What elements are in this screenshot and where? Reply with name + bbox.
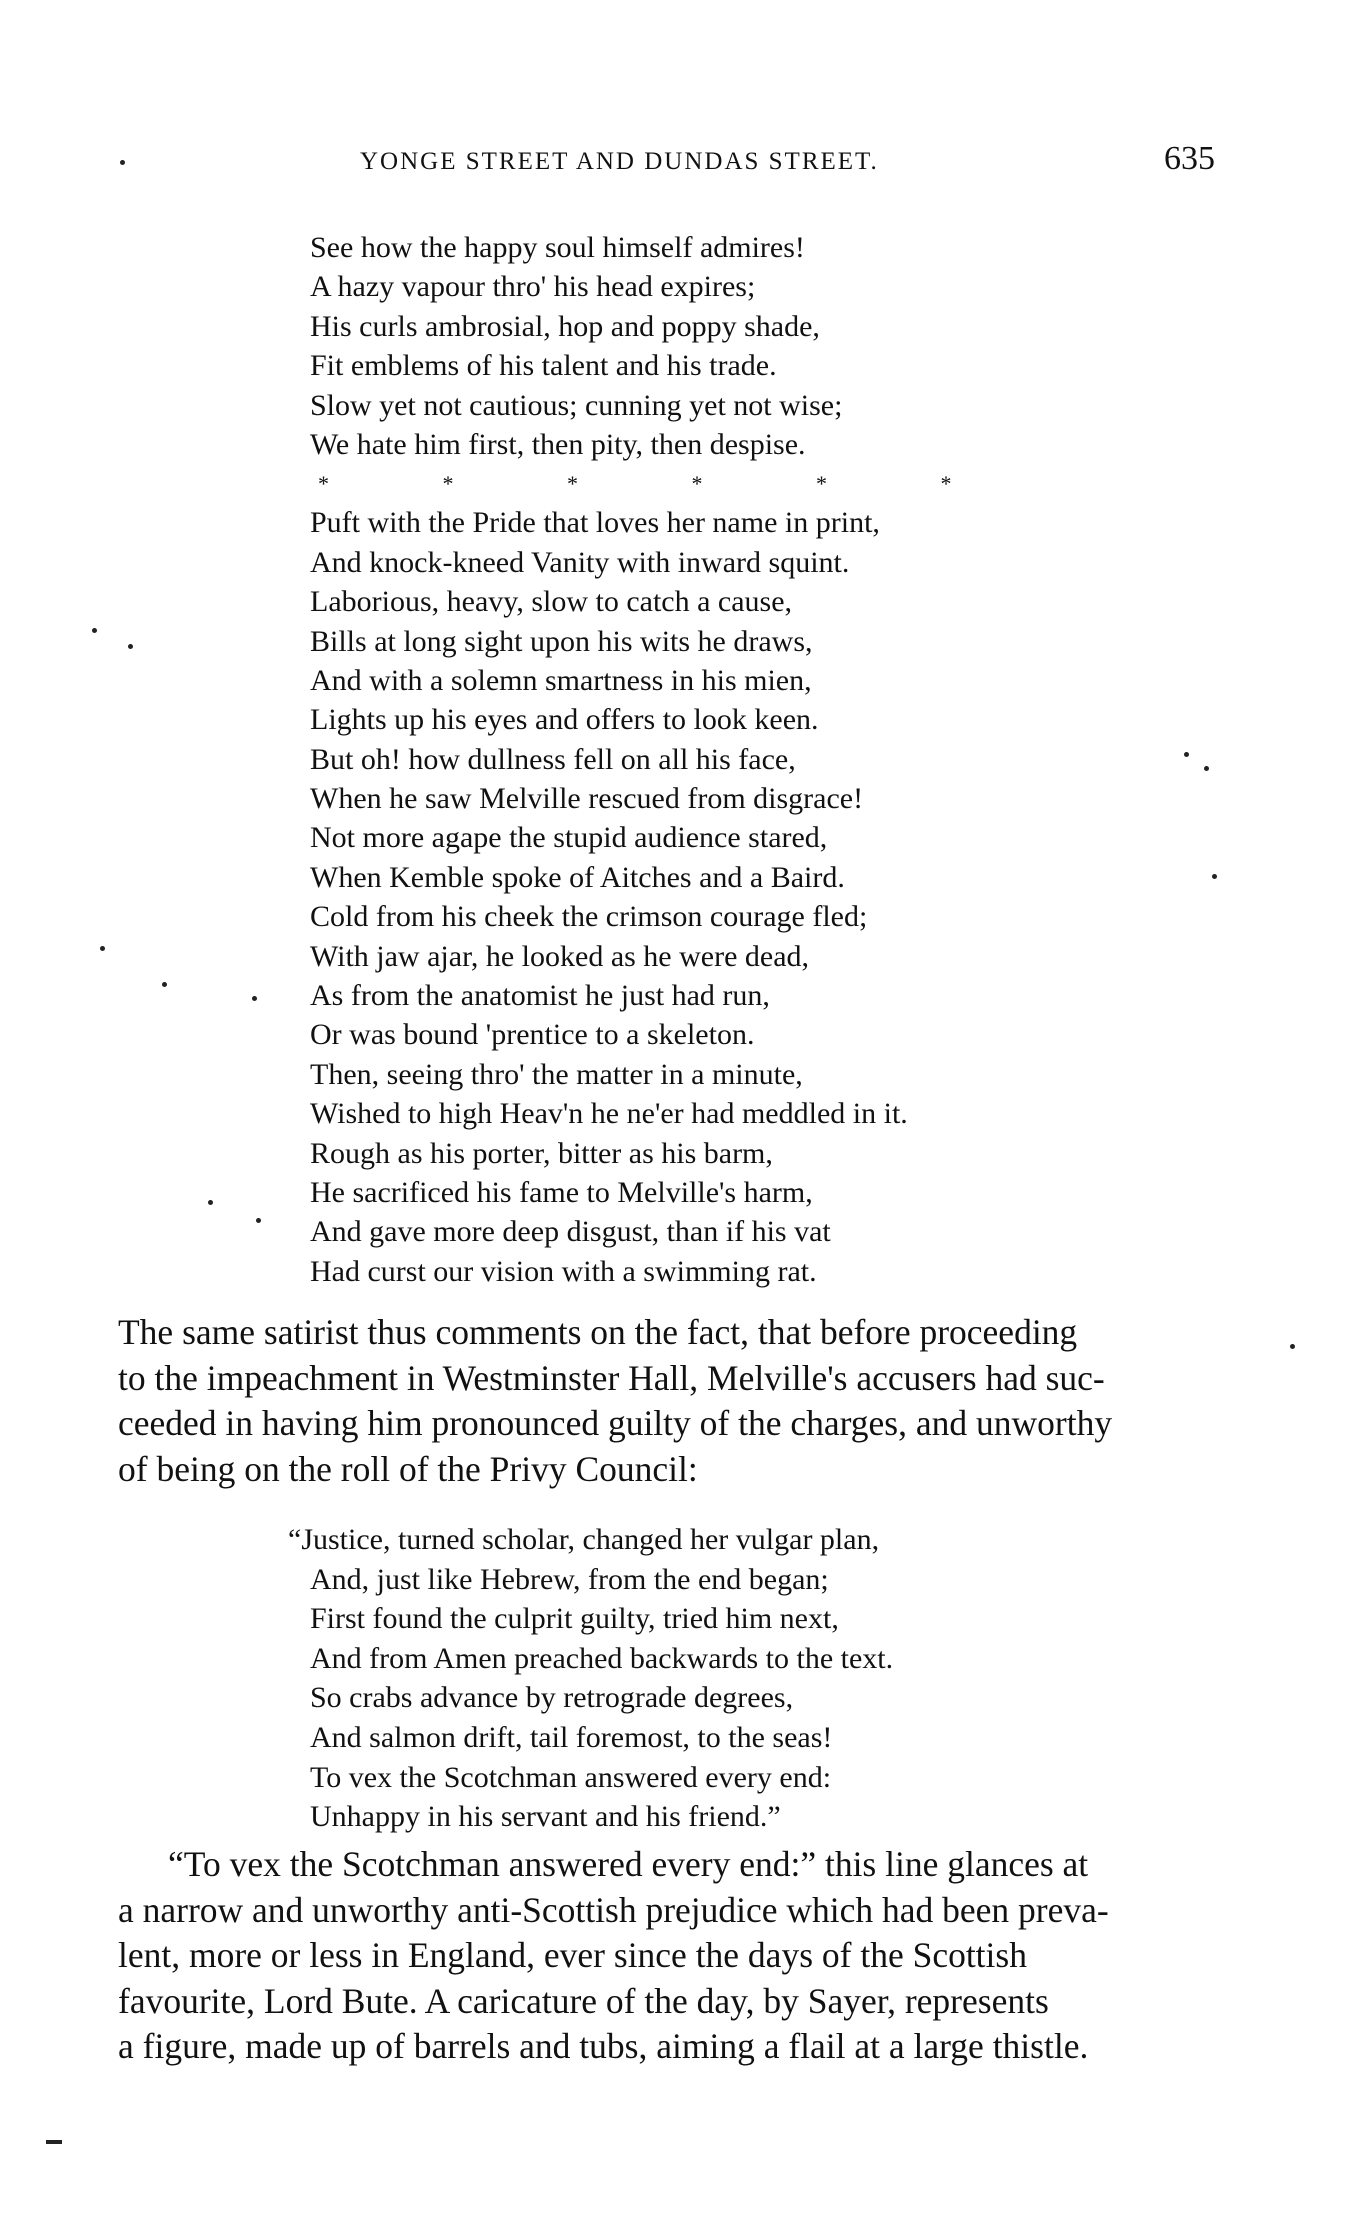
verse-line: Laborious, heavy, slow to catch a cause, bbox=[310, 585, 793, 619]
paragraph-1 bbox=[118, 1310, 1223, 1492]
verse-line: See how the happy soul himself admires! bbox=[310, 231, 805, 264]
verse-line: Then, seeing thro' the matter in a minute, bbox=[310, 1057, 803, 1091]
verse-line: Or was bound 'prentice to a skeleton. bbox=[310, 1018, 755, 1052]
scan-speck bbox=[162, 982, 167, 987]
verse-line: Not more agape the stupid audience stared, bbox=[310, 821, 828, 855]
verse-line: And salmon drift, tail foremost, to the seas! bbox=[310, 1720, 833, 1754]
prose-line: lent, more or less in England, ever since the days of the Scottish bbox=[118, 1935, 1027, 1975]
scan-speck bbox=[100, 946, 105, 951]
verse-line: “Justice, turned scholar, changed her vulgar plan, bbox=[288, 1523, 880, 1556]
verse-line: And with a solemn smartness in his mien, bbox=[310, 663, 812, 697]
verse-line: So crabs advance by retrograde degrees, bbox=[310, 1681, 794, 1715]
verse-line: We hate him first, then pity, then despise. bbox=[310, 427, 806, 461]
prose-line: ceeded in having him pronounced guilty of the charges, and unworthy bbox=[118, 1403, 1113, 1443]
scan-speck bbox=[256, 1218, 261, 1223]
scan-speck bbox=[1212, 874, 1217, 879]
prose-line: a narrow and unworthy anti-Scottish prejudice which had been preva- bbox=[118, 1889, 1109, 1930]
verse-line: And knock-kneed Vanity with inward squint. bbox=[310, 545, 850, 579]
verse-block-1 bbox=[310, 228, 1006, 1291]
verse-line: His curls ambrosial, hop and poppy shade, bbox=[310, 309, 820, 343]
verse-line: Slow yet not cautious; cunning yet not wise; bbox=[310, 388, 843, 422]
verse-line: Fit emblems of his talent and his trade. bbox=[310, 349, 777, 383]
verse-line: Wished to high Heav'n he ne'er had meddled in it. bbox=[310, 1097, 908, 1131]
page-number: 635 bbox=[1164, 140, 1215, 177]
scan-speck bbox=[128, 644, 133, 649]
prose-line: a figure, made up of barrels and tubs, aiming a flail at a large thistle. bbox=[118, 2026, 1089, 2066]
verse-line: Puft with the Pride that loves her name in print, bbox=[310, 506, 880, 540]
verse-line: Lights up his eyes and offers to look keen. bbox=[310, 703, 819, 737]
scan-speck bbox=[1290, 1344, 1295, 1349]
verse-line: He sacrificed his fame to Melville's harm, bbox=[310, 1175, 813, 1209]
running-title: YONGE STREET AND DUNDAS STREET. bbox=[360, 148, 879, 175]
scan-speck bbox=[252, 996, 257, 1001]
verse-block-2 bbox=[288, 1520, 893, 1837]
verse-line: With jaw ajar, he looked as he were dead, bbox=[310, 939, 810, 973]
scan-speck bbox=[208, 1200, 213, 1205]
asterism-separator: * * * * * * bbox=[318, 471, 1006, 497]
verse-line: To vex the Scotchman answered every end: bbox=[310, 1760, 832, 1794]
verse-line: When he saw Melville rescued from disgrace! bbox=[310, 782, 864, 816]
prose-line: “To vex the Scotchman answered every end:” this line glances at bbox=[168, 1844, 1089, 1884]
verse-line: And gave more deep disgust, than if his vat bbox=[310, 1215, 831, 1249]
prose-line: favourite, Lord Bute. A caricature of the day, by Sayer, represents bbox=[118, 1980, 1049, 2021]
verse-line: When Kemble spoke of Aitches and a Baird. bbox=[310, 860, 845, 894]
verse-line: Cold from his cheek the crimson courage fled; bbox=[310, 900, 868, 934]
prose-line: The same satirist thus comments on the fact, that before proceeding bbox=[118, 1312, 1078, 1352]
verse-line: As from the anatomist he just had run, bbox=[310, 979, 770, 1013]
verse-line: Bills at long sight upon his wits he draws, bbox=[310, 624, 813, 658]
scan-speck bbox=[1184, 752, 1189, 757]
verse-line: Unhappy in his servant and his friend.” bbox=[310, 1800, 781, 1834]
scan-speck bbox=[120, 160, 125, 165]
verse-line: Rough as his porter, bitter as his barm, bbox=[310, 1136, 773, 1170]
scan-speck bbox=[1204, 766, 1209, 771]
paragraph-2 bbox=[118, 1842, 1223, 2070]
verse-line: And, just like Hebrew, from the end began; bbox=[310, 1562, 829, 1596]
verse-line: And from Amen preached backwards to the text. bbox=[310, 1641, 894, 1675]
scan-dash bbox=[46, 2140, 62, 2144]
verse-line: A hazy vapour thro' his head expires; bbox=[310, 270, 756, 304]
prose-line: of being on the roll of the Privy Council: bbox=[118, 1448, 698, 1489]
verse-line: Had curst our vision with a swimming rat. bbox=[310, 1254, 817, 1288]
scan-speck bbox=[92, 628, 97, 633]
verse-line: First found the culprit guilty, tried him next, bbox=[310, 1602, 839, 1636]
verse-line: But oh! how dullness fell on all his face, bbox=[310, 742, 796, 776]
running-header bbox=[360, 140, 1215, 188]
prose-line: to the impeachment in Westminster Hall, Melville's accusers had suc- bbox=[118, 1357, 1105, 1398]
